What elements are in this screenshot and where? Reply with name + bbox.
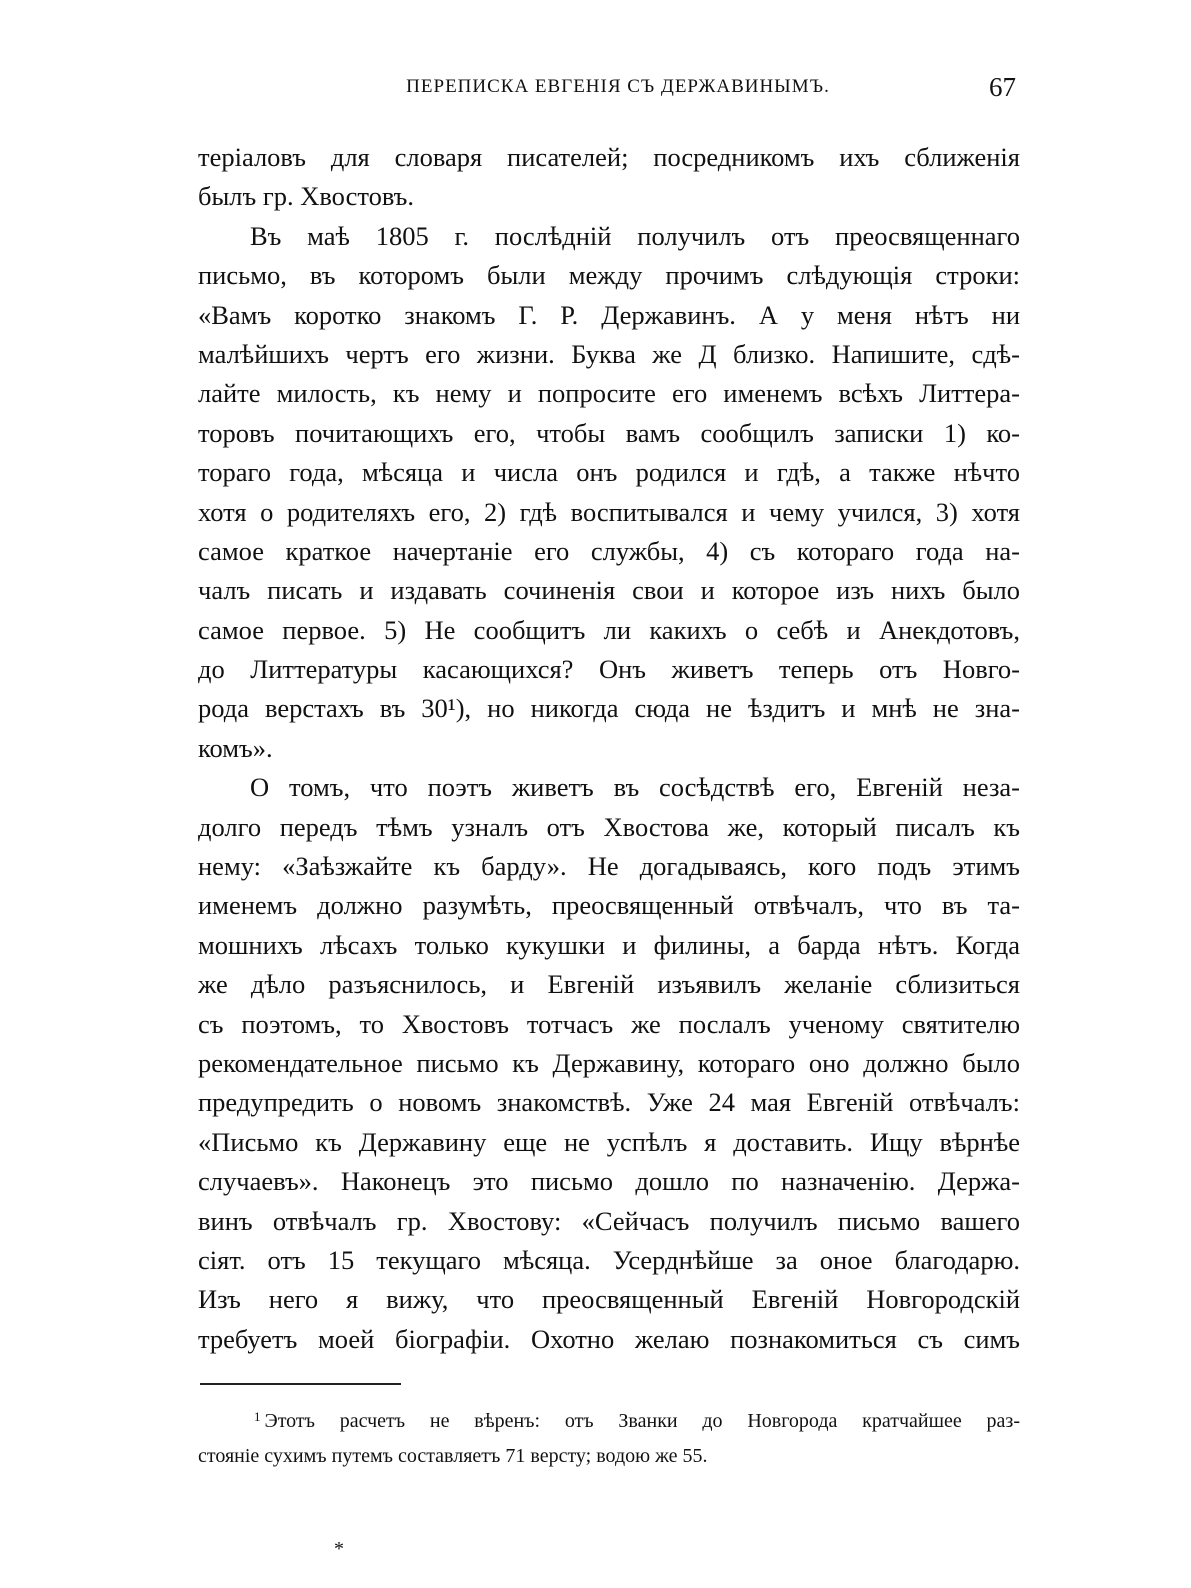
text-line: былъ гр. Хвостовъ. <box>198 181 415 212</box>
footnote-text: Этотъ расчетъ не вѣренъ: отъ Званки до Новгорода кратчайшее раз- <box>264 1410 1020 1432</box>
text-line: сіят. отъ 15 текущаго мѣсяца. Усерднѣйше за оное благодарю. <box>198 1244 1020 1275</box>
text-line: самое первое. 5) Не сообщитъ ли какихъ о себѣ и Анекдотовъ, <box>198 614 1020 645</box>
text-line: тораго года, мѣсяца и числа онъ родился и гдѣ, а также нѣчто <box>198 457 1020 488</box>
text-line: съ поэтомъ, то Хвостовъ тотчасъ же послалъ ученому святителю <box>198 1008 1020 1039</box>
text-line: торовъ почитающихъ его, чтобы вамъ сообщилъ записки 1) ко- <box>198 417 1020 448</box>
text-line: нему: «Заѣзжайте къ барду». Не догадываясь, кого подъ этимъ <box>198 851 1020 882</box>
signature-mark: * <box>334 1538 344 1560</box>
text-line: письмо, въ которомъ были между прочимъ слѣдующія строки: <box>198 260 1020 291</box>
text-line: Въ маѣ 1805 г. послѣдній получилъ отъ преосвященнаго <box>250 220 1020 251</box>
footnotes <box>198 1404 1020 1474</box>
text-line: долго передъ тѣмъ узналъ отъ Хвостова же, который писалъ къ <box>198 811 1020 842</box>
footnote-line <box>198 1404 1020 1439</box>
text-line: «Письмо къ Державину еще не успѣлъ я доставить. Ищу вѣрнѣе <box>198 1126 1020 1157</box>
text-line: же дѣло разъяснилось, и Евгеній изъявилъ желаніе сблизиться <box>198 969 1020 1000</box>
text-line: требуетъ моей біографіи. Охотно желаю познакомиться съ симъ <box>198 1323 1020 1354</box>
text-line: О томъ, что поэтъ живетъ въ сосѣдствѣ его, Евгеній неза- <box>250 772 1020 803</box>
footnote-marker: 1 <box>254 1409 261 1424</box>
text-line: именемъ должно разумѣть, преосвященный отвѣчалъ, что въ та- <box>198 890 1020 921</box>
text-line: до Литтературы касающихся? Онъ живетъ теперь отъ Новго- <box>198 654 1020 685</box>
text-line: хотя о родителяхъ его, 2) гдѣ воспитывался и чему учился, 3) хотя <box>198 496 1020 527</box>
text-line: теріаловъ для словаря писателей; посредникомъ ихъ сближенія <box>198 142 1020 172</box>
text-line: винъ отвѣчалъ гр. Хвостову: «Сейчасъ получилъ письмо вашего <box>198 1205 1020 1236</box>
text-line: лайте милость, къ нему и попросите его именемъ всѣхъ Литтера- <box>198 378 1020 409</box>
running-title: ПЕРЕПИСКА ЕВГЕНІЯ СЪ ДЕРЖАВИНЫМЪ. <box>406 76 830 97</box>
text-line: Изъ него я вижу, что преосвященный Евгеній Новгородскій <box>198 1284 1020 1315</box>
text-line: чалъ писать и издавать сочиненія свои и которое изъ нихъ было <box>198 575 1020 606</box>
text-line: «Вамъ коротко знакомъ Г. Р. Державинъ. А у меня нѣтъ ни <box>198 299 1020 330</box>
text-line: малѣйшихъ чертъ его жизни. Буква же Д близко. Напишите, сдѣ- <box>198 338 1020 369</box>
footnote-rule <box>200 1383 401 1385</box>
body-text <box>198 138 1020 1359</box>
text-line: рекомендательное письмо къ Державину, котораго оно должно было <box>198 1047 1020 1078</box>
text-line: случаевъ». Наконецъ это письмо дошло по назначенію. Держа- <box>198 1166 1020 1197</box>
text-line: комъ». <box>198 732 273 763</box>
text-line: рода верстахъ въ 30¹), но никогда сюда не ѣздитъ и мнѣ не зна- <box>198 693 1020 724</box>
running-header <box>198 72 1018 106</box>
text-line: мошнихъ лѣсахъ только кукушки и филины, а барда нѣтъ. Когда <box>198 929 1020 960</box>
footnote-line: стояніе сухимъ путемъ составляетъ 71 версту; водою же 55. <box>198 1445 708 1467</box>
page-number: 67 <box>989 72 1016 102</box>
text-line: предупредить о новомъ знакомствѣ. Уже 24 мая Евгеній отвѣчалъ: <box>198 1087 1020 1118</box>
text-line: самое краткое начертаніе его службы, 4) съ котораго года на- <box>198 535 1020 566</box>
